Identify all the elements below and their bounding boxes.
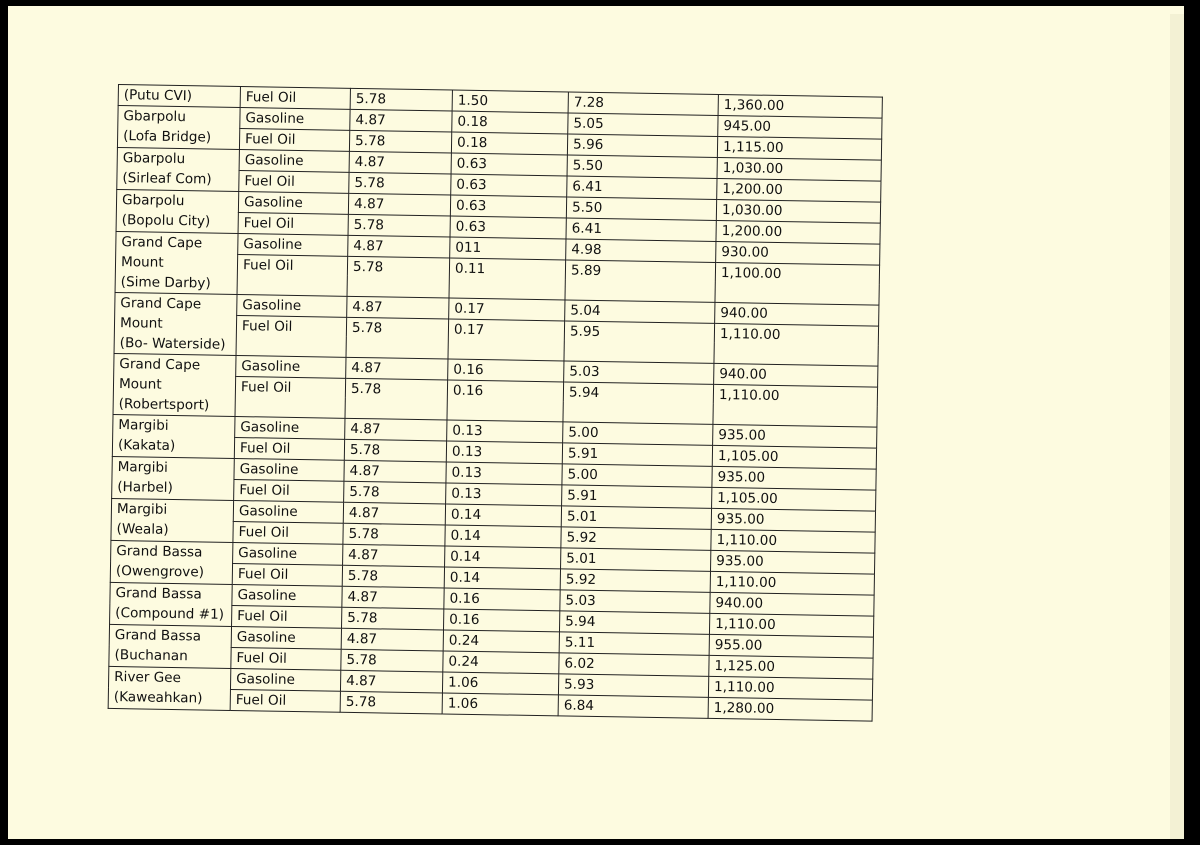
value-cell: 4.87 (348, 235, 450, 258)
value-cell: 940.00 (714, 363, 878, 387)
value-cell: 4.98 (566, 239, 716, 262)
product-cell: Fuel Oil (231, 647, 341, 670)
product-cell: Gasoline (234, 458, 344, 481)
value-cell: 5.00 (562, 464, 712, 487)
value-cell: 1,110.00 (708, 676, 872, 700)
value-cell: 5.78 (350, 88, 452, 111)
value-cell: 1.50 (452, 90, 568, 113)
value-cell: 1,200.00 (717, 178, 881, 202)
value-cell: 5.03 (564, 361, 714, 384)
product-cell: Fuel Oil (230, 689, 340, 712)
value-cell: 1,110.00 (713, 384, 878, 427)
value-cell: 940.00 (710, 592, 874, 616)
fuel-price-table (108, 84, 883, 722)
value-cell: 1,030.00 (717, 157, 881, 181)
value-cell: 5.04 (565, 300, 715, 323)
value-cell: 5.78 (347, 256, 450, 298)
value-cell: 4.87 (343, 544, 445, 567)
value-cell: 0.18 (452, 111, 568, 134)
location-line: Grand Bassa (116, 543, 203, 561)
location-line: (Robertsport) (118, 396, 210, 414)
value-cell: 1,110.00 (711, 529, 875, 553)
location-line: (Weala) (116, 521, 169, 538)
value-cell: 940.00 (715, 302, 879, 326)
value-cell: 0.13 (446, 462, 562, 485)
value-cell: 5.50 (567, 155, 717, 178)
product-cell: Gasoline (235, 416, 345, 439)
value-cell: 1,110.00 (710, 571, 874, 595)
value-cell: 5.78 (340, 691, 442, 714)
value-cell: 0.13 (447, 420, 563, 443)
product-cell: Fuel Oil (234, 437, 344, 460)
product-cell: Gasoline (239, 150, 349, 173)
location-cell (110, 540, 233, 584)
product-cell: Gasoline (233, 500, 343, 523)
value-cell: 5.93 (558, 674, 708, 697)
value-cell: 5.78 (349, 130, 451, 153)
value-cell: 5.78 (341, 649, 443, 672)
value-cell: 5.50 (566, 197, 716, 220)
value-cell: 0.63 (450, 195, 566, 218)
value-cell: 0.14 (444, 567, 560, 590)
location-cell (118, 85, 240, 108)
value-cell: 5.89 (565, 260, 716, 302)
location-line: (Bo- Waterside) (119, 335, 226, 353)
value-cell: 4.87 (347, 296, 449, 319)
value-cell: 935.00 (712, 466, 876, 490)
value-cell: 4.87 (349, 151, 451, 174)
product-cell: Gasoline (240, 108, 350, 131)
location-line: River Gee (114, 669, 182, 687)
value-cell: 0.16 (448, 359, 564, 382)
location-cell (110, 582, 233, 626)
value-cell: 5.92 (560, 569, 710, 592)
value-cell: 0.17 (449, 298, 565, 321)
value-cell: 0.16 (443, 609, 559, 632)
location-cell (114, 292, 237, 355)
location-cell (109, 624, 232, 668)
value-cell: 4.87 (341, 628, 443, 651)
value-cell: 1,110.00 (714, 323, 879, 366)
value-cell: 7.28 (568, 92, 718, 115)
value-cell: 1,200.00 (716, 220, 880, 244)
value-cell: 5.78 (343, 523, 445, 546)
value-cell: 5.94 (563, 382, 714, 424)
value-cell: 5.78 (345, 378, 448, 420)
location-cell (113, 353, 236, 416)
product-cell: Gasoline (237, 295, 347, 318)
value-cell: 0.24 (443, 630, 559, 653)
value-cell: 5.01 (561, 506, 711, 529)
value-cell: 0.17 (448, 319, 565, 361)
value-cell: 5.78 (348, 214, 450, 237)
product-cell: Fuel Oil (235, 376, 346, 418)
value-cell: 0.14 (445, 504, 561, 527)
value-cell: 1,030.00 (716, 199, 880, 223)
location-line: (Sirleaf Com) (122, 170, 212, 188)
location-line: Grand Bassa (115, 585, 202, 603)
location-line: (Owengrove) (115, 563, 205, 581)
location-cell (108, 666, 231, 710)
value-cell: 5.78 (342, 565, 444, 588)
value-cell: 0.11 (449, 258, 566, 300)
product-cell: Fuel Oil (232, 563, 342, 586)
product-cell: Gasoline (238, 234, 348, 257)
location-line: (Putu CVI) (123, 87, 193, 105)
product-cell: Gasoline (232, 584, 342, 607)
value-cell: 5.91 (562, 443, 712, 466)
location-line: (Lofa Bridge) (123, 128, 212, 146)
product-cell: Fuel Oil (240, 87, 350, 110)
value-cell: 0.14 (445, 546, 561, 569)
location-line: Margibi (116, 501, 168, 518)
location-line: Margibi (117, 459, 169, 476)
product-cell: Gasoline (238, 192, 348, 215)
value-cell: 1,280.00 (708, 697, 872, 721)
location-cell (112, 414, 235, 458)
value-cell: 0.13 (446, 483, 562, 506)
location-line: Mount (119, 315, 163, 332)
location-line: Gbarpolu (121, 192, 185, 210)
location-cell (115, 231, 238, 294)
value-cell: 4.87 (344, 460, 446, 483)
value-cell: 5.78 (346, 317, 449, 359)
location-line: Mount (120, 254, 164, 271)
product-cell: Fuel Oil (232, 605, 342, 628)
location-line: (Bopolu City) (121, 212, 211, 230)
value-cell: 4.87 (340, 670, 442, 693)
location-line: (Harbel) (117, 479, 173, 496)
value-cell: 5.01 (561, 548, 711, 571)
value-cell: 1,105.00 (712, 445, 876, 469)
value-cell: 945.00 (718, 115, 882, 139)
product-cell: Fuel Oil (239, 129, 349, 152)
value-cell: 5.94 (559, 611, 709, 634)
location-line: Gbarpolu (123, 108, 187, 126)
location-line: Mount (118, 376, 162, 393)
location-line: (Compound #1) (115, 605, 225, 623)
location-line: Grand Cape (121, 234, 203, 252)
value-cell: 0.63 (450, 216, 566, 239)
value-cell: 5.11 (559, 632, 709, 655)
value-cell: 5.92 (561, 527, 711, 550)
value-cell: 1,115.00 (717, 136, 881, 160)
value-cell: 4.87 (342, 586, 444, 609)
value-cell: 6.84 (558, 695, 708, 718)
value-cell: 5.91 (562, 485, 712, 508)
product-cell: Gasoline (230, 668, 340, 691)
value-cell: 6.02 (559, 653, 709, 676)
location-line: Grand Bassa (114, 627, 202, 645)
value-cell: 0.63 (451, 153, 567, 176)
table-body (108, 85, 882, 722)
value-cell: 0.16 (444, 588, 560, 611)
value-cell: 5.78 (344, 481, 446, 504)
value-cell: 935.00 (713, 424, 877, 448)
location-cell (117, 147, 240, 191)
product-cell: Fuel Oil (234, 479, 344, 502)
value-cell: 5.03 (560, 590, 710, 613)
value-cell: 5.96 (567, 134, 717, 157)
paper-edge (1170, 14, 1184, 839)
value-cell: 0.14 (445, 525, 561, 548)
value-cell: 5.05 (568, 113, 718, 136)
location-cell (112, 456, 235, 500)
value-cell: 4.87 (343, 502, 445, 525)
location-line: Gbarpolu (122, 150, 186, 168)
location-line: (Kakata) (117, 437, 176, 454)
value-cell: 955.00 (709, 634, 873, 658)
value-cell: 4.87 (345, 418, 447, 441)
value-cell: 1,125.00 (709, 655, 873, 679)
product-cell: Fuel Oil (239, 171, 349, 194)
value-cell: 1,100.00 (715, 262, 880, 305)
value-cell: 4.87 (350, 109, 452, 132)
product-cell: Fuel Oil (238, 213, 348, 236)
value-cell: 935.00 (711, 508, 875, 532)
product-cell: Fuel Oil (236, 315, 347, 357)
value-cell: 1.06 (442, 672, 558, 695)
value-cell: 4.87 (346, 357, 448, 380)
product-cell: Gasoline (231, 626, 341, 649)
value-cell: 1,105.00 (712, 487, 876, 511)
value-cell: 0.16 (447, 380, 564, 422)
location-line: (Sime Darby) (120, 274, 211, 292)
location-line: Margibi (118, 417, 169, 434)
product-cell: Gasoline (236, 355, 346, 378)
value-cell: 935.00 (711, 550, 875, 574)
value-cell: 0.24 (443, 651, 559, 674)
value-cell: 011 (450, 237, 566, 260)
value-cell: 5.00 (563, 422, 713, 445)
value-cell: 0.18 (451, 132, 567, 155)
product-cell: Fuel Oil (233, 521, 343, 544)
value-cell: 1,110.00 (709, 613, 873, 637)
location-cell (116, 189, 239, 233)
location-line: Grand Cape (119, 356, 201, 374)
location-cell (117, 106, 240, 150)
location-cell (111, 498, 234, 542)
value-cell: 5.78 (342, 607, 444, 630)
value-cell: 5.78 (344, 439, 446, 462)
value-cell: 930.00 (716, 241, 880, 265)
value-cell: 1,360.00 (718, 94, 882, 118)
value-cell: 5.95 (564, 321, 715, 363)
product-cell: Gasoline (233, 542, 343, 565)
value-cell: 0.63 (451, 174, 567, 197)
location-line: (Buchanan (114, 647, 188, 665)
price-table-container (107, 84, 908, 761)
product-cell: Fuel Oil (237, 255, 348, 297)
value-cell: 6.41 (567, 176, 717, 199)
value-cell: 5.78 (349, 172, 451, 195)
value-cell: 6.41 (566, 218, 716, 241)
value-cell: 0.13 (446, 441, 562, 464)
location-line: (Kaweahkan) (113, 689, 203, 707)
value-cell: 4.87 (348, 193, 450, 216)
value-cell: 1.06 (442, 693, 558, 716)
location-line: Grand Cape (120, 295, 202, 313)
